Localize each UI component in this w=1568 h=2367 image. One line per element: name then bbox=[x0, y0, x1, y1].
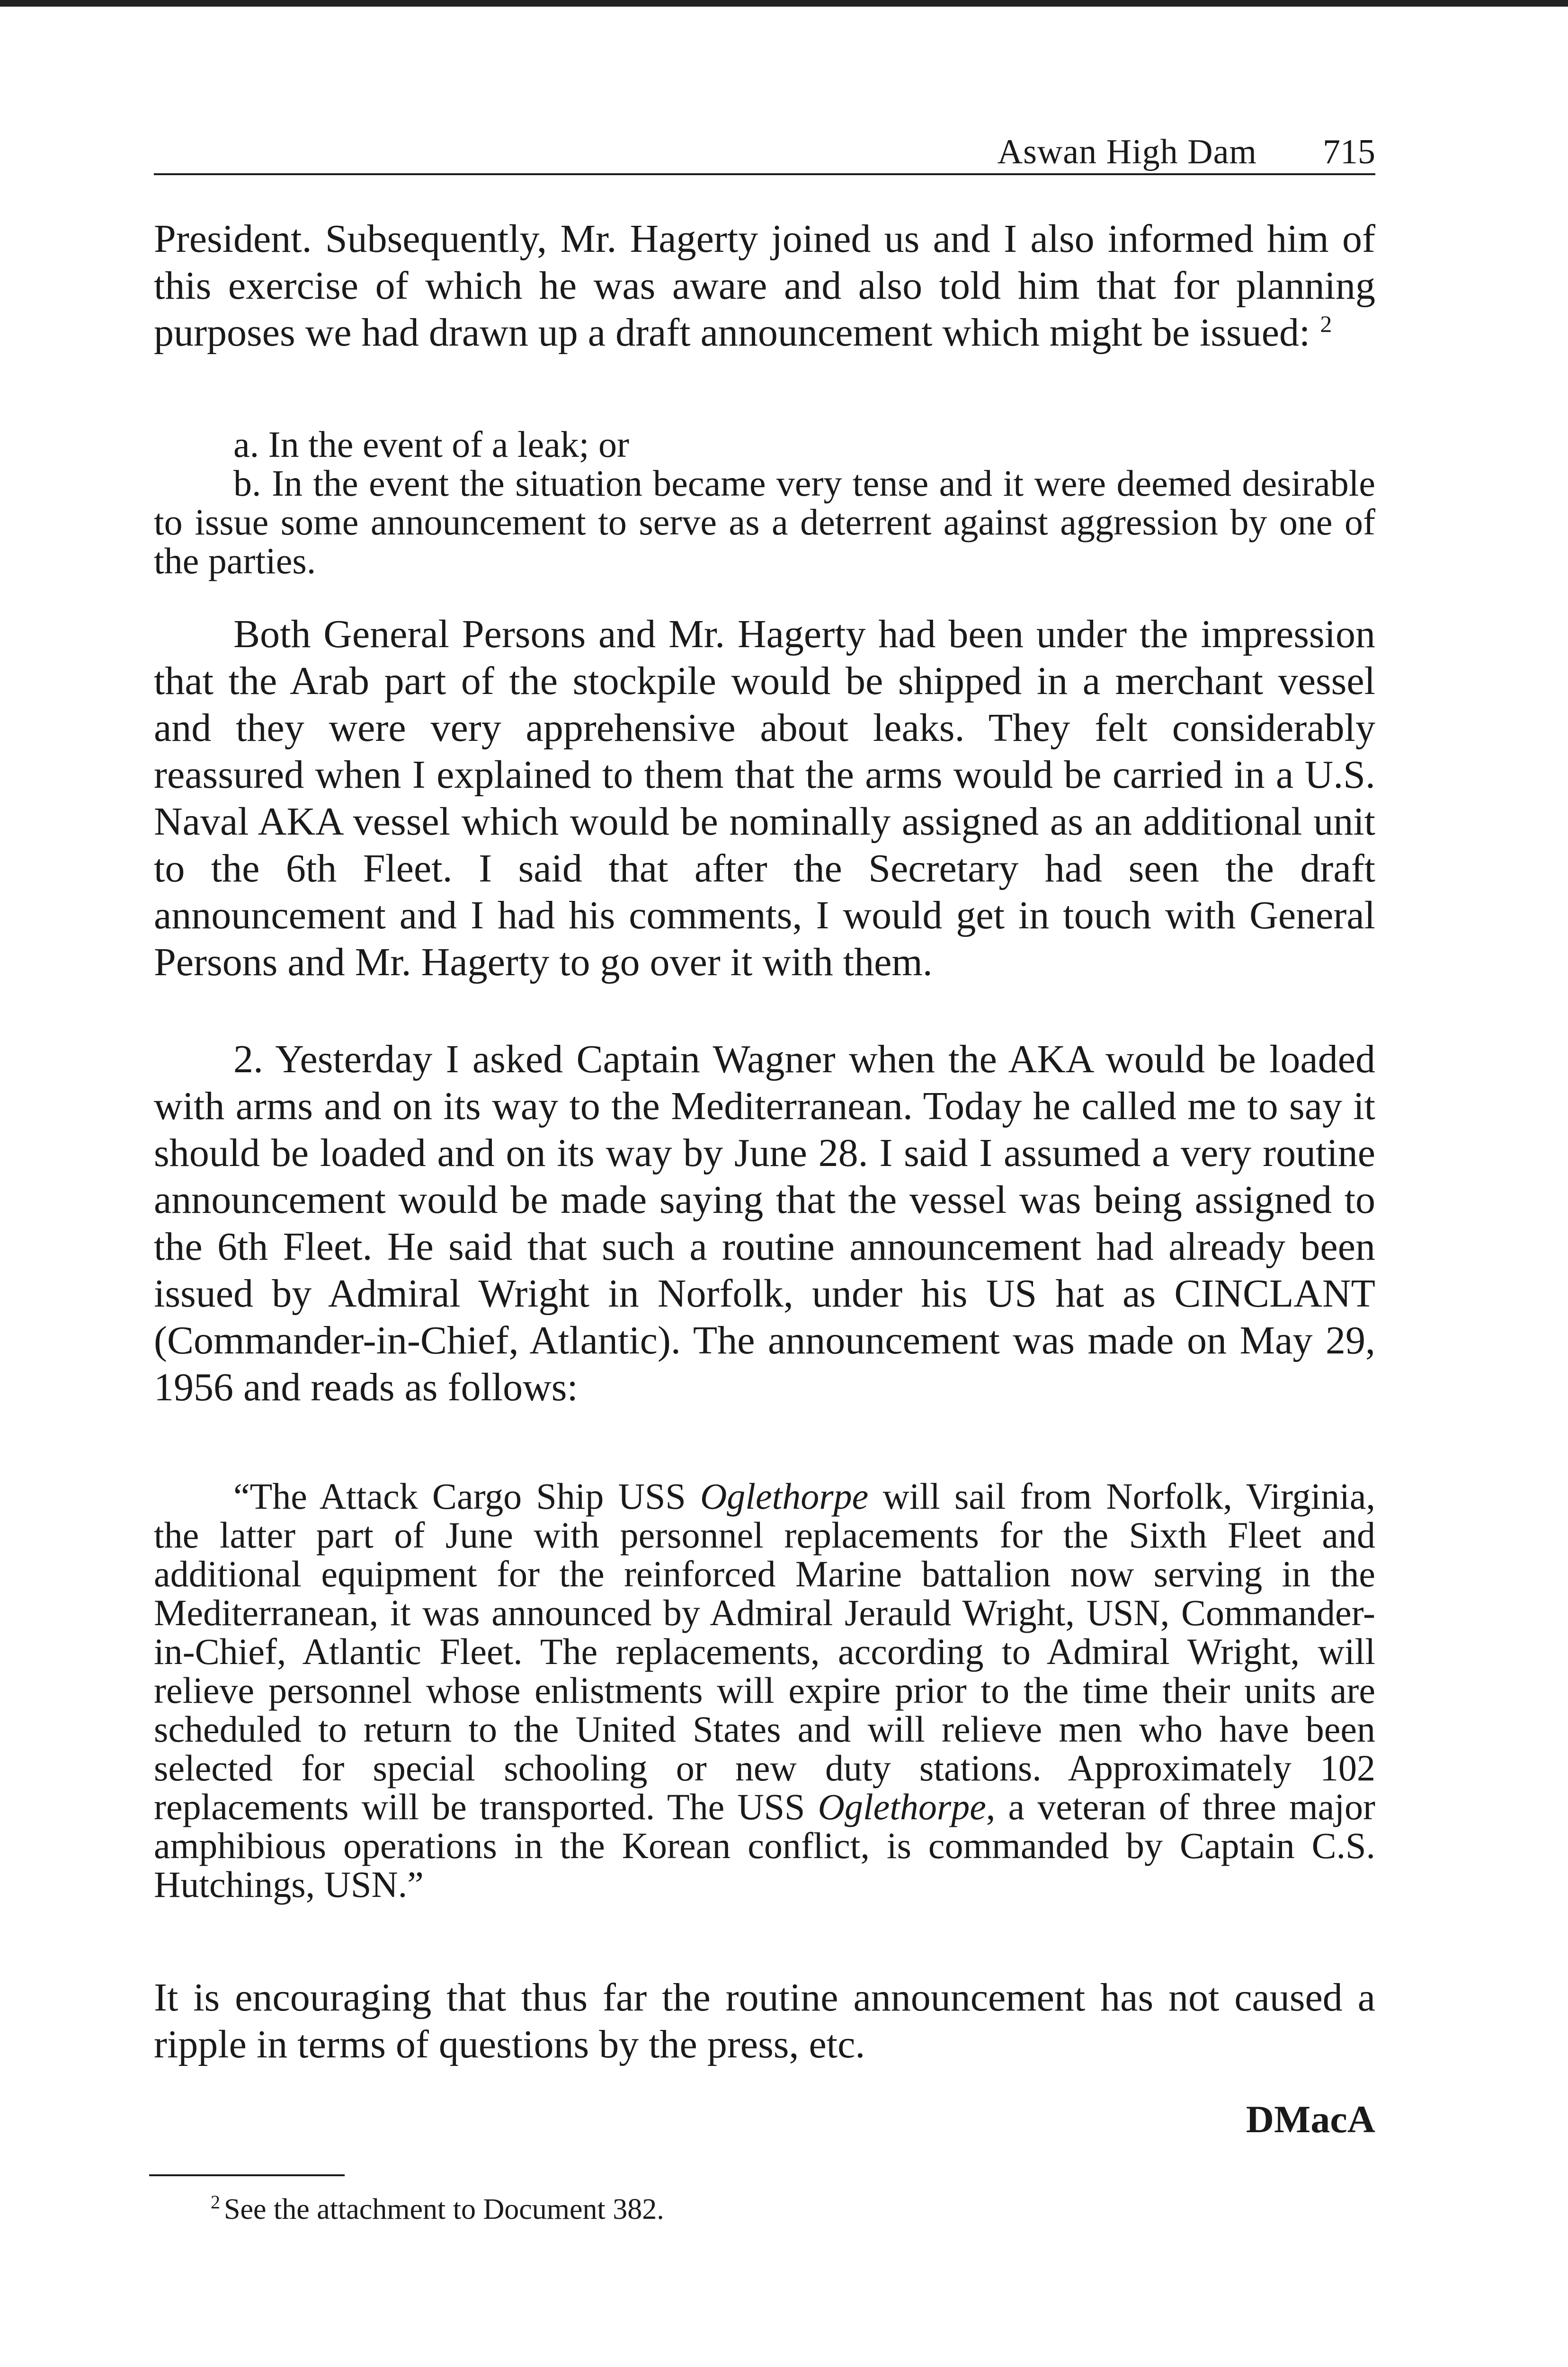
signature-initials: DMacA bbox=[1246, 2098, 1375, 2141]
ship-name-2: Oglethorpe bbox=[818, 1786, 986, 1827]
footnote-mark: 2 bbox=[211, 2191, 220, 2213]
footnote-reference: 2 bbox=[1320, 311, 1332, 337]
paragraph-1-text: President. Subsequently, Mr. Hagerty joined us and I also informed him of this exercise of which he was aware and also told him that for planning purposes we had drawn up a draft announcement which might be issued: bbox=[154, 217, 1375, 355]
page-number: 715 bbox=[1323, 133, 1375, 171]
running-head: Aswan High Dam bbox=[997, 133, 1257, 171]
contingency-list bbox=[154, 425, 1375, 580]
ship-name-1: Oglethorpe bbox=[700, 1476, 869, 1517]
footnote-divider bbox=[149, 2174, 345, 2176]
paragraph-4: It is encouraging that thus far the routine announcement has not caused a ripple in terms of questions by the press, etc. bbox=[154, 1975, 1375, 2066]
footnote bbox=[211, 2193, 664, 2226]
page-header bbox=[154, 128, 1375, 175]
paragraph-2: Both General Persons and Mr. Hagerty had been under the impression that the Arab part of the stockpile would be shipped in a merchant vessel and they were very apprehensive about leaks. They felt considerably reassured when I explained to them that the arms would be carried in a U.S. Naval AKA vessel which would be nominally assigned as an additional unit to the 6th Fleet. I said that after the Secretary had seen the draft announcement and I had his comments, I would get in touch with General Persons and Mr. Hagerty to go over it with them. bbox=[154, 612, 1375, 984]
paragraph-3: 2. Yesterday I asked Captain Wagner when the AKA would be loaded with arms and on its way to the Mediterranean. Today he called me to say it should be loaded and on its way by June 28. I said I assumed a very routine announcement would be made saying that the vessel was being assigned to the 6th Fleet. He said that such a routine announcement had already been issued by Admiral Wright in Norfolk, under his US hat as CINCLANT (Commander-in-Chief, Atlantic). The announcement was made on May 29, 1956 and reads as follows: bbox=[154, 1037, 1375, 1409]
quoted-announcement bbox=[154, 1477, 1375, 1904]
footnote-text: See the attachment to Document 382. bbox=[224, 2193, 664, 2225]
quote-text-part-1: “The Attack Cargo Ship USS bbox=[233, 1476, 700, 1517]
list-item-a: a. In the event of a leak; or bbox=[233, 424, 629, 465]
scan-top-edge bbox=[0, 0, 1568, 7]
quote-text-part-2: will sail from Norfolk, Virginia, the latter part of June with personnel replacements for the Sixth Fleet and additional equipment for the reinforced Marine battalion now serving in the Mediterranean, it was announced by Admiral Jerauld Wright, USN, Commander-in-Chief, Atlantic Fleet. The replacements, according to Admiral Wright, will relieve personnel whose enlistments will expire prior to the time their units are scheduled to return to the United States and will relieve men who have been selected for special schooling or new duty stations. Approximately 102 replacements will be transported. The USS bbox=[154, 1476, 1375, 1827]
list-item-b: b. In the event the situation became very tense and it were deemed desirable to issue some announcement to serve as a deterrent against aggression by one of the parties. bbox=[154, 463, 1375, 581]
paragraph-1 bbox=[154, 215, 1375, 356]
quote-text-part-3: , a veteran of three major amphibious operations in the Korean conflict, is commanded by Captain C.S. Hutchings, USN.” bbox=[154, 1786, 1375, 1905]
